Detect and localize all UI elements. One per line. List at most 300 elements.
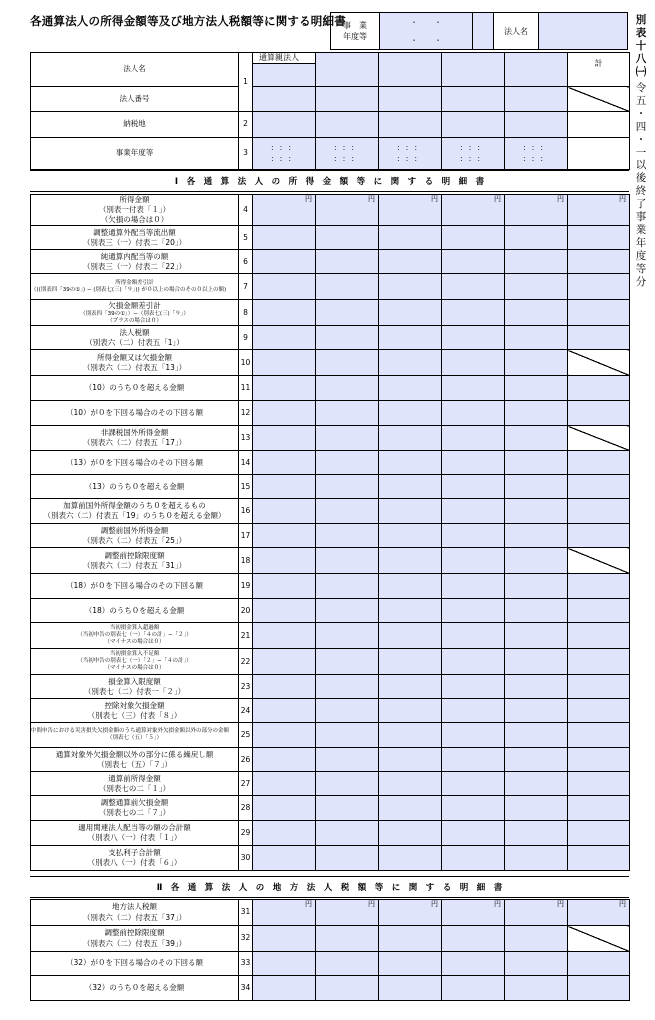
- amount-cell[interactable]: [505, 796, 568, 821]
- amount-cell[interactable]: [253, 548, 316, 574]
- input-cell[interactable]: [505, 112, 568, 138]
- section2-title: Ⅱ 各 通 算 法 人 の 地 方 法 人 税 額 等 に 関 す る 明 細 書: [30, 876, 629, 898]
- yen-unit: 円: [431, 900, 438, 908]
- amount-cell[interactable]: [316, 623, 379, 649]
- amount-cell[interactable]: [442, 748, 505, 772]
- total-cell[interactable]: [568, 900, 630, 926]
- amount-cell[interactable]: [379, 350, 442, 376]
- amount-cell[interactable]: [379, 250, 442, 274]
- input-cell[interactable]: [253, 112, 316, 138]
- yen-unit: 円: [557, 900, 564, 908]
- row-label: 当初損金算入不足額 （当初申告の別表七（一）「２」−「４の計」） （マイナスの場合は０）: [31, 649, 239, 675]
- amount-cell[interactable]: [316, 699, 379, 723]
- table-row: [31, 451, 630, 475]
- amount-cell[interactable]: [253, 623, 316, 649]
- total-cell[interactable]: [568, 524, 630, 548]
- input-cell[interactable]: [253, 87, 316, 112]
- amount-cell[interactable]: [442, 926, 505, 952]
- amount-cell[interactable]: [379, 326, 442, 350]
- amount-cell[interactable]: [442, 524, 505, 548]
- row-label: 事業年度等: [31, 138, 239, 170]
- table-row: [31, 574, 630, 599]
- amount-cell[interactable]: [505, 699, 568, 723]
- table-row: [31, 952, 630, 976]
- amount-cell[interactable]: [379, 976, 442, 1001]
- amount-cell[interactable]: [379, 821, 442, 846]
- amount-cell[interactable]: [253, 748, 316, 772]
- amount-cell[interactable]: [505, 926, 568, 952]
- row-label: 調整前控除限度額 （別表六（二）付表五「39」）: [31, 926, 239, 952]
- amount-cell[interactable]: [253, 926, 316, 952]
- amount-cell[interactable]: [379, 548, 442, 574]
- amount-cell[interactable]: [442, 649, 505, 675]
- row-label: （32）が０を下回る場合のその下回る額: [31, 952, 239, 976]
- amount-cell[interactable]: [505, 649, 568, 675]
- amount-cell[interactable]: [316, 821, 379, 846]
- row-number: 21: [239, 623, 253, 649]
- amount-cell[interactable]: [442, 326, 505, 350]
- input-cell[interactable]: [442, 87, 505, 112]
- amount-cell[interactable]: [442, 376, 505, 401]
- amount-cell[interactable]: [316, 748, 379, 772]
- amount-cell[interactable]: [253, 900, 316, 926]
- amount-cell[interactable]: [442, 350, 505, 376]
- row-number: 22: [239, 649, 253, 675]
- total-cell[interactable]: [568, 226, 630, 250]
- amount-cell[interactable]: [505, 599, 568, 623]
- total-cell[interactable]: [568, 821, 630, 846]
- amount-cell[interactable]: [253, 524, 316, 548]
- amount-cell[interactable]: [379, 475, 442, 499]
- period-cell[interactable]: ::: :::: [442, 138, 505, 170]
- amount-cell[interactable]: [316, 350, 379, 376]
- amount-cell[interactable]: [316, 250, 379, 274]
- diagonal-cell: [568, 548, 630, 574]
- company-name-field[interactable]: [539, 13, 627, 49]
- amount-cell[interactable]: [316, 926, 379, 952]
- amount-cell[interactable]: [442, 195, 505, 226]
- table-row: [31, 53, 630, 87]
- row-number: 1: [239, 53, 253, 112]
- amount-cell[interactable]: [253, 821, 316, 846]
- table-row: [31, 274, 630, 300]
- row-label: （18）のうち０を超える金額: [31, 599, 239, 623]
- amount-cell[interactable]: [442, 426, 505, 451]
- table-row: [31, 376, 630, 401]
- amount-cell[interactable]: [379, 195, 442, 226]
- amount-cell[interactable]: [253, 846, 316, 871]
- row-label: 調整前国外所得金額 （別表六（二）付表五「25」）: [31, 524, 239, 548]
- amount-cell[interactable]: [442, 723, 505, 748]
- fiscal-year-field[interactable]: [380, 13, 473, 49]
- amount-cell[interactable]: [505, 401, 568, 426]
- row-label: 当初損金算入超過額 （当初申告の別表七（一）「４の計」−「２」） （マイナスの場合は０）: [31, 623, 239, 649]
- amount-cell[interactable]: [379, 451, 442, 475]
- input-cell[interactable]: [505, 53, 568, 87]
- row-label: 調整前控除限度額 （別表六（二）付表五「31」）: [31, 548, 239, 574]
- amount-cell[interactable]: [505, 274, 568, 300]
- input-cell[interactable]: [379, 87, 442, 112]
- row-number: 26: [239, 748, 253, 772]
- row-number: 11: [239, 376, 253, 401]
- amount-cell[interactable]: [442, 952, 505, 976]
- amount-cell[interactable]: [379, 499, 442, 524]
- amount-cell[interactable]: [505, 952, 568, 976]
- amount-cell[interactable]: [253, 300, 316, 326]
- row-number: 6: [239, 250, 253, 274]
- input-cell[interactable]: [505, 87, 568, 112]
- amount-cell[interactable]: [379, 574, 442, 599]
- total-cell[interactable]: [568, 623, 630, 649]
- parent-entity-label: 通算親法人: [253, 53, 315, 64]
- row-label: 通算対象外欠損金額以外の部分に係る繰戻し額 （別表七（五）「７」）: [31, 748, 239, 772]
- amount-cell[interactable]: [505, 426, 568, 451]
- amount-cell[interactable]: [505, 326, 568, 350]
- amount-cell[interactable]: [379, 426, 442, 451]
- amount-cell[interactable]: [316, 274, 379, 300]
- amount-cell[interactable]: [379, 623, 442, 649]
- row-number: 2: [239, 112, 253, 138]
- local-tax-detail-table: [30, 899, 630, 1001]
- amount-cell[interactable]: [316, 548, 379, 574]
- amount-cell[interactable]: [442, 846, 505, 871]
- period-cell[interactable]: ::: :::: [379, 138, 442, 170]
- form-title: 各通算法人の所得金額等及び地方法人税額等に関する明細書: [30, 14, 346, 28]
- amount-cell[interactable]: [442, 574, 505, 599]
- input-cell[interactable]: [379, 112, 442, 138]
- amount-cell[interactable]: [505, 900, 568, 926]
- amount-cell[interactable]: [316, 300, 379, 326]
- amount-cell[interactable]: [253, 976, 316, 1001]
- table-row: [31, 926, 630, 952]
- amount-cell[interactable]: [379, 748, 442, 772]
- income-detail-table: [30, 194, 630, 871]
- amount-cell[interactable]: [253, 952, 316, 976]
- row-label: 法人名: [31, 53, 239, 87]
- amount-cell[interactable]: [379, 649, 442, 675]
- row-number: 29: [239, 821, 253, 846]
- amount-cell[interactable]: [379, 772, 442, 796]
- table-row: [31, 499, 630, 524]
- amount-cell[interactable]: [316, 649, 379, 675]
- yen-unit: 円: [305, 195, 312, 203]
- amount-cell[interactable]: [442, 226, 505, 250]
- amount-cell[interactable]: [316, 326, 379, 350]
- input-cell[interactable]: [442, 112, 505, 138]
- total-cell[interactable]: [568, 599, 630, 623]
- total-cell[interactable]: [568, 748, 630, 772]
- amount-cell[interactable]: [442, 548, 505, 574]
- row-label: 支払利子合計額 （別表八（一）付表「６」）: [31, 846, 239, 871]
- amount-cell[interactable]: [379, 952, 442, 976]
- amount-cell[interactable]: [316, 900, 379, 926]
- amount-cell[interactable]: [505, 524, 568, 548]
- total-cell[interactable]: [568, 675, 630, 699]
- row-number: 15: [239, 475, 253, 499]
- amount-cell[interactable]: [442, 623, 505, 649]
- row-label: 地方法人税額 （別表六（二）付表五「37」）: [31, 900, 239, 926]
- yen-unit: 円: [619, 900, 626, 908]
- amount-cell[interactable]: [316, 401, 379, 426]
- amount-cell[interactable]: [253, 772, 316, 796]
- row-number: 4: [239, 195, 253, 226]
- amount-cell[interactable]: [505, 821, 568, 846]
- total-cell[interactable]: [568, 649, 630, 675]
- amount-cell[interactable]: [379, 599, 442, 623]
- side-label-bottom: 令 五 ・ 四 ・ 一 以 後 終 了 事 業 年 度 等 分: [635, 82, 647, 288]
- row-number: 14: [239, 451, 253, 475]
- amount-cell[interactable]: [253, 499, 316, 524]
- amount-cell[interactable]: [505, 548, 568, 574]
- amount-cell[interactable]: [253, 699, 316, 723]
- row-number: 23: [239, 675, 253, 699]
- amount-cell[interactable]: [505, 350, 568, 376]
- header-box: [330, 12, 628, 50]
- section1-title: Ⅰ 各 通 算 法 人 の 所 得 金 額 等 に 関 す る 明 細 書: [30, 170, 629, 192]
- amount-cell[interactable]: [379, 846, 442, 871]
- total-cell[interactable]: [568, 274, 630, 300]
- period-cell[interactable]: ::: :::: [316, 138, 379, 170]
- total-cell[interactable]: [568, 250, 630, 274]
- amount-cell[interactable]: [253, 426, 316, 451]
- amount-cell[interactable]: [442, 274, 505, 300]
- total-cell[interactable]: [568, 699, 630, 723]
- row-label: 納税地: [31, 112, 239, 138]
- total-cell[interactable]: [568, 499, 630, 524]
- amount-cell[interactable]: [442, 401, 505, 426]
- amount-cell[interactable]: [253, 226, 316, 250]
- table-row: [31, 112, 630, 138]
- row-number: 33: [239, 952, 253, 976]
- amount-cell[interactable]: [505, 250, 568, 274]
- amount-cell[interactable]: [253, 599, 316, 623]
- total-cell[interactable]: [568, 451, 630, 475]
- input-cell[interactable]: [379, 53, 442, 87]
- amount-cell[interactable]: [442, 699, 505, 723]
- yen-unit: 円: [305, 900, 312, 908]
- row-label: 控除対象欠損金額 （別表七（三）付表「８」）: [31, 699, 239, 723]
- table-row: [31, 326, 630, 350]
- amount-cell[interactable]: [442, 796, 505, 821]
- row-number: 10: [239, 350, 253, 376]
- amount-cell[interactable]: [316, 226, 379, 250]
- row-number: 32: [239, 926, 253, 952]
- row-number: 20: [239, 599, 253, 623]
- table-row: [31, 350, 630, 376]
- amount-cell[interactable]: [253, 451, 316, 475]
- table-row: [31, 138, 630, 170]
- amount-cell[interactable]: [316, 599, 379, 623]
- amount-cell[interactable]: [442, 599, 505, 623]
- row-label: （13）のうち０を超える金額: [31, 475, 239, 499]
- amount-cell[interactable]: [316, 376, 379, 401]
- row-number: 31: [239, 900, 253, 926]
- input-cell[interactable]: [316, 112, 379, 138]
- table-row: [31, 426, 630, 451]
- amount-cell[interactable]: [379, 699, 442, 723]
- amount-cell[interactable]: [505, 846, 568, 871]
- amount-cell[interactable]: [505, 748, 568, 772]
- row-label: （32）のうち０を超える金額: [31, 976, 239, 1001]
- amount-cell[interactable]: [253, 250, 316, 274]
- amount-cell[interactable]: [442, 250, 505, 274]
- amount-cell[interactable]: [316, 976, 379, 1001]
- row-number: 8: [239, 300, 253, 326]
- amount-cell[interactable]: [316, 499, 379, 524]
- amount-cell[interactable]: [442, 900, 505, 926]
- table-row: [31, 623, 630, 649]
- amount-cell[interactable]: [316, 451, 379, 475]
- amount-cell[interactable]: [505, 226, 568, 250]
- input-cell[interactable]: [316, 53, 379, 87]
- amount-cell[interactable]: [442, 499, 505, 524]
- input-cell[interactable]: [316, 87, 379, 112]
- amount-cell[interactable]: [442, 451, 505, 475]
- amount-cell[interactable]: [316, 796, 379, 821]
- total-cell[interactable]: [568, 574, 630, 599]
- amount-cell[interactable]: [505, 723, 568, 748]
- amount-cell[interactable]: [379, 300, 442, 326]
- amount-cell[interactable]: [505, 499, 568, 524]
- amount-cell[interactable]: [379, 274, 442, 300]
- row-label: （13）が０を下回る場合のその下回る額: [31, 451, 239, 475]
- row-number: 3: [239, 138, 253, 170]
- total-cell[interactable]: [568, 376, 630, 401]
- amount-cell[interactable]: [505, 976, 568, 1001]
- row-label: （10）のうち０を超える金額: [31, 376, 239, 401]
- amount-cell[interactable]: [505, 675, 568, 699]
- table-row: [31, 900, 630, 926]
- amount-cell[interactable]: [442, 675, 505, 699]
- diagonal-cell: [568, 350, 630, 376]
- amount-cell[interactable]: [253, 401, 316, 426]
- row-label: 適用関連法人配当等の額の合計額 （別表八（一）付表「１」）: [31, 821, 239, 846]
- total-cell[interactable]: [568, 723, 630, 748]
- total-cell[interactable]: [568, 952, 630, 976]
- amount-cell[interactable]: [442, 976, 505, 1001]
- row-number: 7: [239, 274, 253, 300]
- total-cell[interactable]: [568, 846, 630, 871]
- total-label: 計: [594, 59, 603, 68]
- amount-cell[interactable]: [316, 574, 379, 599]
- amount-cell[interactable]: [253, 475, 316, 499]
- amount-cell[interactable]: [442, 772, 505, 796]
- amount-cell[interactable]: [379, 524, 442, 548]
- period-cell[interactable]: ::: :::: [505, 138, 568, 170]
- amount-cell[interactable]: [379, 926, 442, 952]
- row-label: 欠損金額差引計 （別表四「39の①」）−（別表七(三)「９」） （プラスの場合は０）: [31, 300, 239, 326]
- amount-cell[interactable]: [442, 300, 505, 326]
- amount-cell[interactable]: [379, 376, 442, 401]
- amount-cell[interactable]: [253, 675, 316, 699]
- company-name-label: 法人名: [493, 13, 539, 49]
- amount-cell[interactable]: [505, 475, 568, 499]
- amount-cell[interactable]: [316, 846, 379, 871]
- amount-cell[interactable]: [316, 475, 379, 499]
- row-label: （18）が０を下回る場合のその下回る額: [31, 574, 239, 599]
- yen-unit: 円: [431, 195, 438, 203]
- amount-cell[interactable]: [253, 723, 316, 748]
- amount-cell[interactable]: [316, 675, 379, 699]
- amount-cell[interactable]: [379, 226, 442, 250]
- total-cell[interactable]: [568, 796, 630, 821]
- table-row: [31, 675, 630, 699]
- amount-cell[interactable]: [253, 649, 316, 675]
- row-label: 所得金額差引計 （((別表四「39の①」) − (別表七(三)「９」)) が０以上の場合のその０以上の額): [31, 274, 239, 300]
- amount-cell[interactable]: [505, 772, 568, 796]
- amount-cell[interactable]: [316, 772, 379, 796]
- row-label: 所得金額 （別表一付表「１」） （欠損の場合は０）: [31, 195, 239, 226]
- table-row: [31, 548, 630, 574]
- amount-cell[interactable]: [379, 401, 442, 426]
- date-separator: ・ ・: [410, 35, 442, 45]
- total-cell[interactable]: [568, 326, 630, 350]
- table-row: [31, 821, 630, 846]
- total-cell[interactable]: [568, 300, 630, 326]
- row-label: 損金算入限度額 （別表七（二）付表一「２」）: [31, 675, 239, 699]
- amount-cell[interactable]: [253, 326, 316, 350]
- total-cell[interactable]: [568, 195, 630, 226]
- amount-cell[interactable]: [379, 900, 442, 926]
- row-number: 30: [239, 846, 253, 871]
- amount-cell[interactable]: [253, 796, 316, 821]
- row-label: （10）が０を下回る場合のその下回る額: [31, 401, 239, 426]
- amount-cell[interactable]: [253, 195, 316, 226]
- amount-cell[interactable]: [442, 475, 505, 499]
- amount-cell[interactable]: [505, 574, 568, 599]
- amount-cell[interactable]: [442, 821, 505, 846]
- amount-cell[interactable]: [316, 723, 379, 748]
- total-cell[interactable]: [568, 401, 630, 426]
- total-cell[interactable]: [568, 976, 630, 1001]
- row-label: 調整通算前欠損金額 （別表七の二「７」）: [31, 796, 239, 821]
- table-row: [31, 599, 630, 623]
- diagonal-cell: [568, 426, 630, 451]
- amount-cell[interactable]: [253, 350, 316, 376]
- table-row: [31, 87, 630, 112]
- amount-cell[interactable]: [505, 376, 568, 401]
- row-number: 34: [239, 976, 253, 1001]
- amount-cell[interactable]: [253, 574, 316, 599]
- amount-cell[interactable]: [379, 796, 442, 821]
- period-cell[interactable]: ::: :::: [253, 138, 316, 170]
- amount-cell[interactable]: [505, 300, 568, 326]
- amount-cell[interactable]: [379, 723, 442, 748]
- total-cell[interactable]: [568, 475, 630, 499]
- row-number: 13: [239, 426, 253, 451]
- amount-cell[interactable]: [316, 195, 379, 226]
- amount-cell[interactable]: [505, 195, 568, 226]
- parent-entity-cell[interactable]: [253, 53, 316, 87]
- amount-cell[interactable]: [505, 623, 568, 649]
- amount-cell[interactable]: [253, 376, 316, 401]
- yen-unit: 円: [619, 195, 626, 203]
- amount-cell[interactable]: [253, 274, 316, 300]
- amount-cell[interactable]: [316, 524, 379, 548]
- diagonal-cell: [568, 87, 630, 112]
- amount-cell[interactable]: [316, 426, 379, 451]
- total-cell[interactable]: [568, 772, 630, 796]
- amount-cell[interactable]: [379, 675, 442, 699]
- amount-cell[interactable]: [316, 952, 379, 976]
- diagonal-cell: [568, 926, 630, 952]
- input-cell[interactable]: [442, 53, 505, 87]
- table-row: [31, 699, 630, 723]
- table-row: [31, 723, 630, 748]
- yen-unit: 円: [494, 195, 501, 203]
- amount-cell[interactable]: [505, 451, 568, 475]
- table-row: [31, 195, 630, 226]
